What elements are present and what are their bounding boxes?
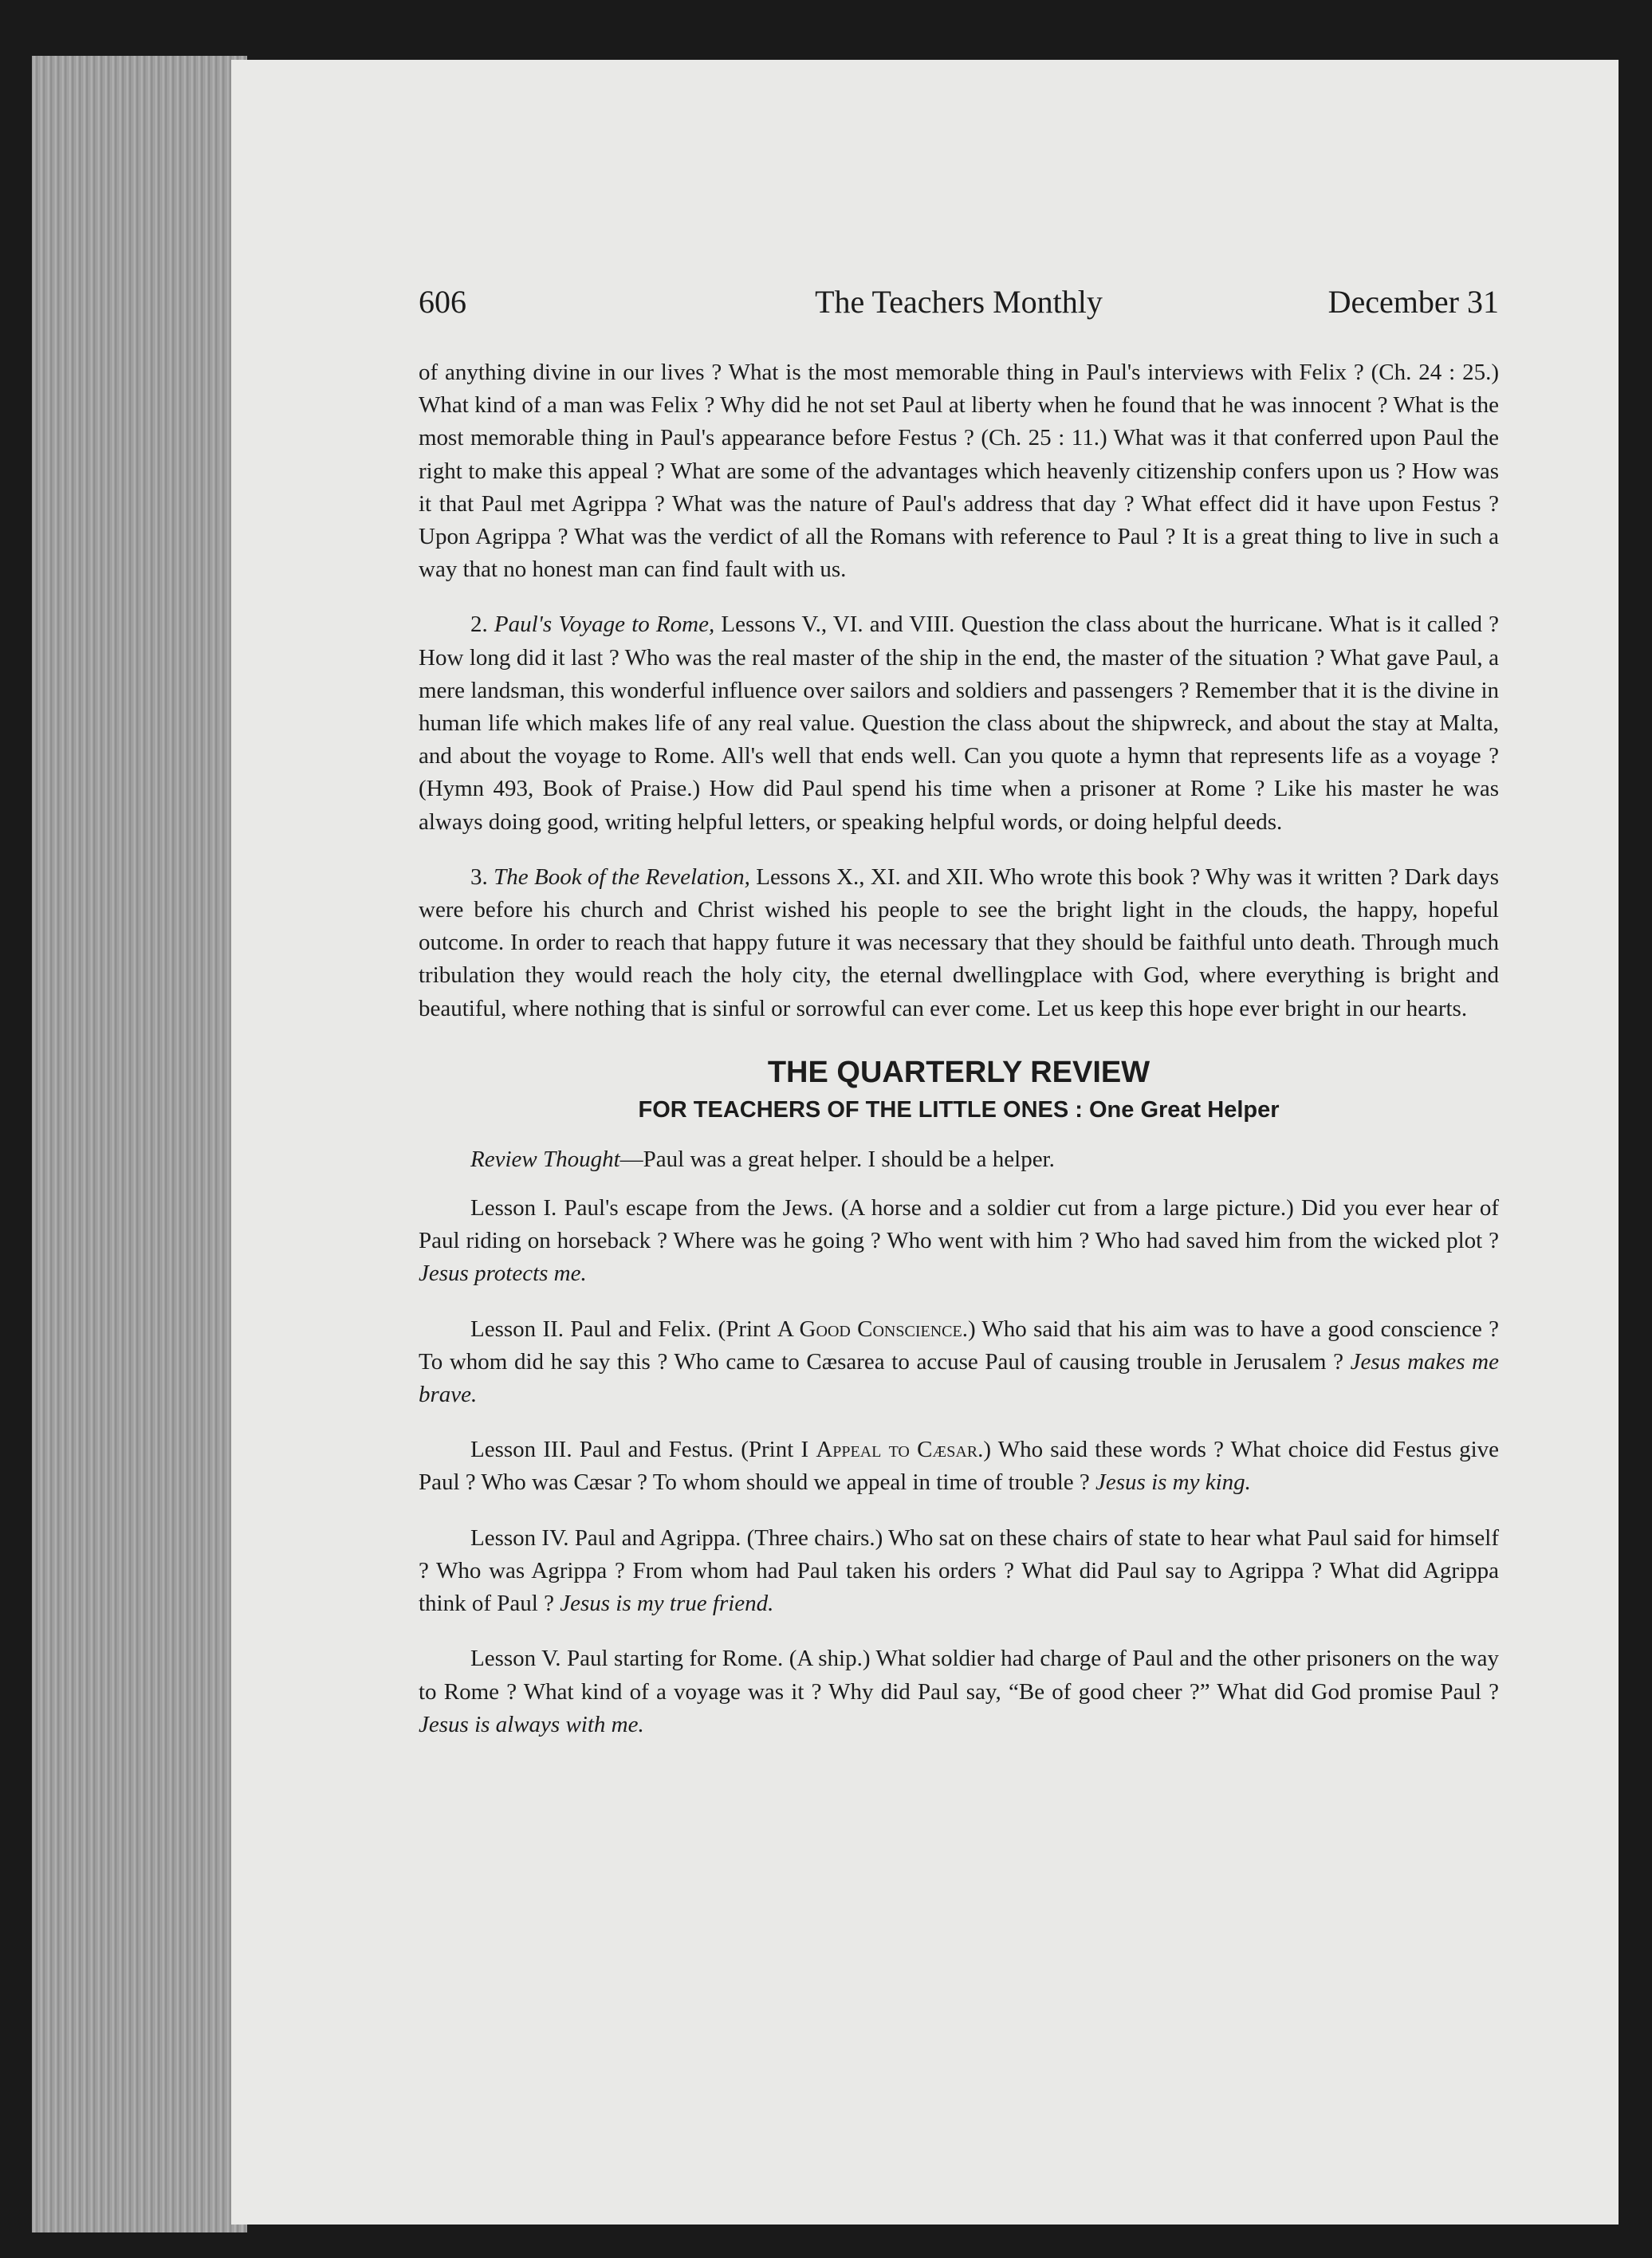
item-text: Lessons X., XI. and XII. Who wrote this book ? Why was it written ? Dark days were before his church and Christ wished his people to see the bright light in the clouds, the happy, hopeful outcome. In order to reach that happy future it was necessary that they should be faithful unto death. Through much tribulation they would reach the holy city, the eternal dwellingplace with God, where everything is bright and beautiful, where nothing that is sinful or sorrowful can ever come. Let us keep this hope ever bright in our hearts.	[419, 863, 1500, 1021]
lesson-print-text: Appeal to Cæsar	[816, 1437, 978, 1463]
issue-date: December 31	[1328, 284, 1499, 320]
lesson-text: Lesson I. Paul's escape from the Jews. (A horse and a soldier cut from a large picture.) Did you ever hear of Paul riding on horseback ? Where was he going ? Who went with him ? Who had saved him from the wicked plot ?	[419, 1195, 1499, 1254]
lesson-3	[419, 1434, 1499, 1499]
lesson-text-cont: .) Who said that his aim was to have a good conscience ? To whom did he say this ? Who came to Cæsarea to accuse Paul of causing trouble in Jerusalem ?	[419, 1316, 1499, 1375]
lesson-1	[419, 1192, 1499, 1291]
lesson-motto: Jesus is my true friend.	[560, 1591, 774, 1617]
paragraph-continued: of anything divine in our lives ? What is the most memorable thing in Paul's interviews with Felix ? (Ch. 24 : 25.) What kind of a man was Felix ? Why did he not set Paul at liberty when he found that he was innocent ? What is the most memorable thing in Paul's appearance before Festus ? (Ch. 25 : 11.) What was it that conferred upon Paul the right to make this appeal ? What are some of the advantages which heavenly citizenship confers upon us ? How was it that Paul met Agrippa ? What was the nature of Paul's address that day ? What effect did it have upon Festus ? Upon Agrippa ? What was the verdict of all the Romans with reference to Paul ? It is a great thing to live in such a way that no honest man can find fault with us.	[419, 360, 1499, 583]
page-number: 606	[419, 284, 466, 320]
section-subheading: FOR TEACHERS OF THE LITTLE ONES : One Great Helper	[638, 1096, 1280, 1123]
item-title: Paul's Voyage to Rome,	[494, 612, 715, 638]
lesson-2	[419, 1313, 1499, 1412]
item-number: 3.	[470, 863, 488, 890]
lesson-text: Lesson IV. Paul and Agrippa. (Three chairs.) Who sat on these chairs of state to hear what Paul said for himself ? Who was Agrippa ? From whom had Paul taken his orders ? What did Paul say to Agrippa ? What did Agrippa think of Paul ?	[419, 1524, 1499, 1617]
item-text: Lessons V., VI. and VIII. Question the class about the hurricane. What is it called ? How long did it last ? Who was the real master of the ship in the end, the master of the situation ? What gave Paul, a mere landsman, this wonderful influence over sailors and soldiers and passengers ? Remember that it is the divine in human life which makes life of any real value. Question the class about the shipwreck, and about the stay at Malta, and about the voyage to Rome. All's well that ends well. Can you quote a hymn that represents life as a voyage ? (Hymn 493, Book of Praise.) How did Paul spend his time when a prisoner at Rome ? Like his master he was always doing good, writing helpful letters, or speaking helpful words, or doing helpful deeds.	[419, 612, 1500, 835]
item-number: 2.	[470, 612, 488, 638]
running-header	[419, 283, 1499, 331]
lesson-motto: Jesus is my king.	[1095, 1469, 1251, 1496]
paragraph-voyage	[419, 608, 1499, 838]
section-heading: THE QUARTERLY REVIEW	[767, 1055, 1150, 1089]
lesson-5	[419, 1642, 1499, 1741]
review-thought-label: Review Thought	[470, 1146, 620, 1172]
lesson-print-text: A Good Conscience	[777, 1316, 962, 1342]
item-title: The Book of the Revelation,	[494, 863, 750, 890]
lesson-text-cont: .) Who said these words ? What choice did Festus give Paul ? Who was Cæsar ? To whom should we appeal in time of trouble ?	[419, 1437, 1500, 1496]
lesson-motto: Jesus protects me.	[419, 1261, 587, 1287]
journal-title: The Teachers Monthly	[815, 284, 1103, 320]
book-page-edges	[32, 56, 247, 2232]
review-thought-text: —Paul was a great helper. I should be a helper.	[620, 1146, 1055, 1172]
body-text	[419, 356, 1499, 1741]
book-page	[231, 60, 1619, 2225]
review-thought	[419, 1143, 1499, 1176]
paragraph-revelation	[419, 861, 1499, 1025]
lesson-motto: Jesus makes me brave.	[419, 1348, 1499, 1408]
lesson-text: Lesson V. Paul starting for Rome. (A ship.) What soldier had charge of Paul and the other prisoners on the way to Rome ? What kind of a voyage was it ? Why did Paul say, “Be of good cheer ?” What did God promise Paul ?	[419, 1646, 1499, 1705]
lesson-motto: Jesus is always with me.	[419, 1711, 644, 1737]
lesson-text: Lesson III. Paul and Festus. (Print I	[470, 1437, 816, 1463]
lesson-text: Lesson II. Paul and Felix. (Print	[470, 1316, 777, 1342]
lesson-4	[419, 1522, 1499, 1621]
